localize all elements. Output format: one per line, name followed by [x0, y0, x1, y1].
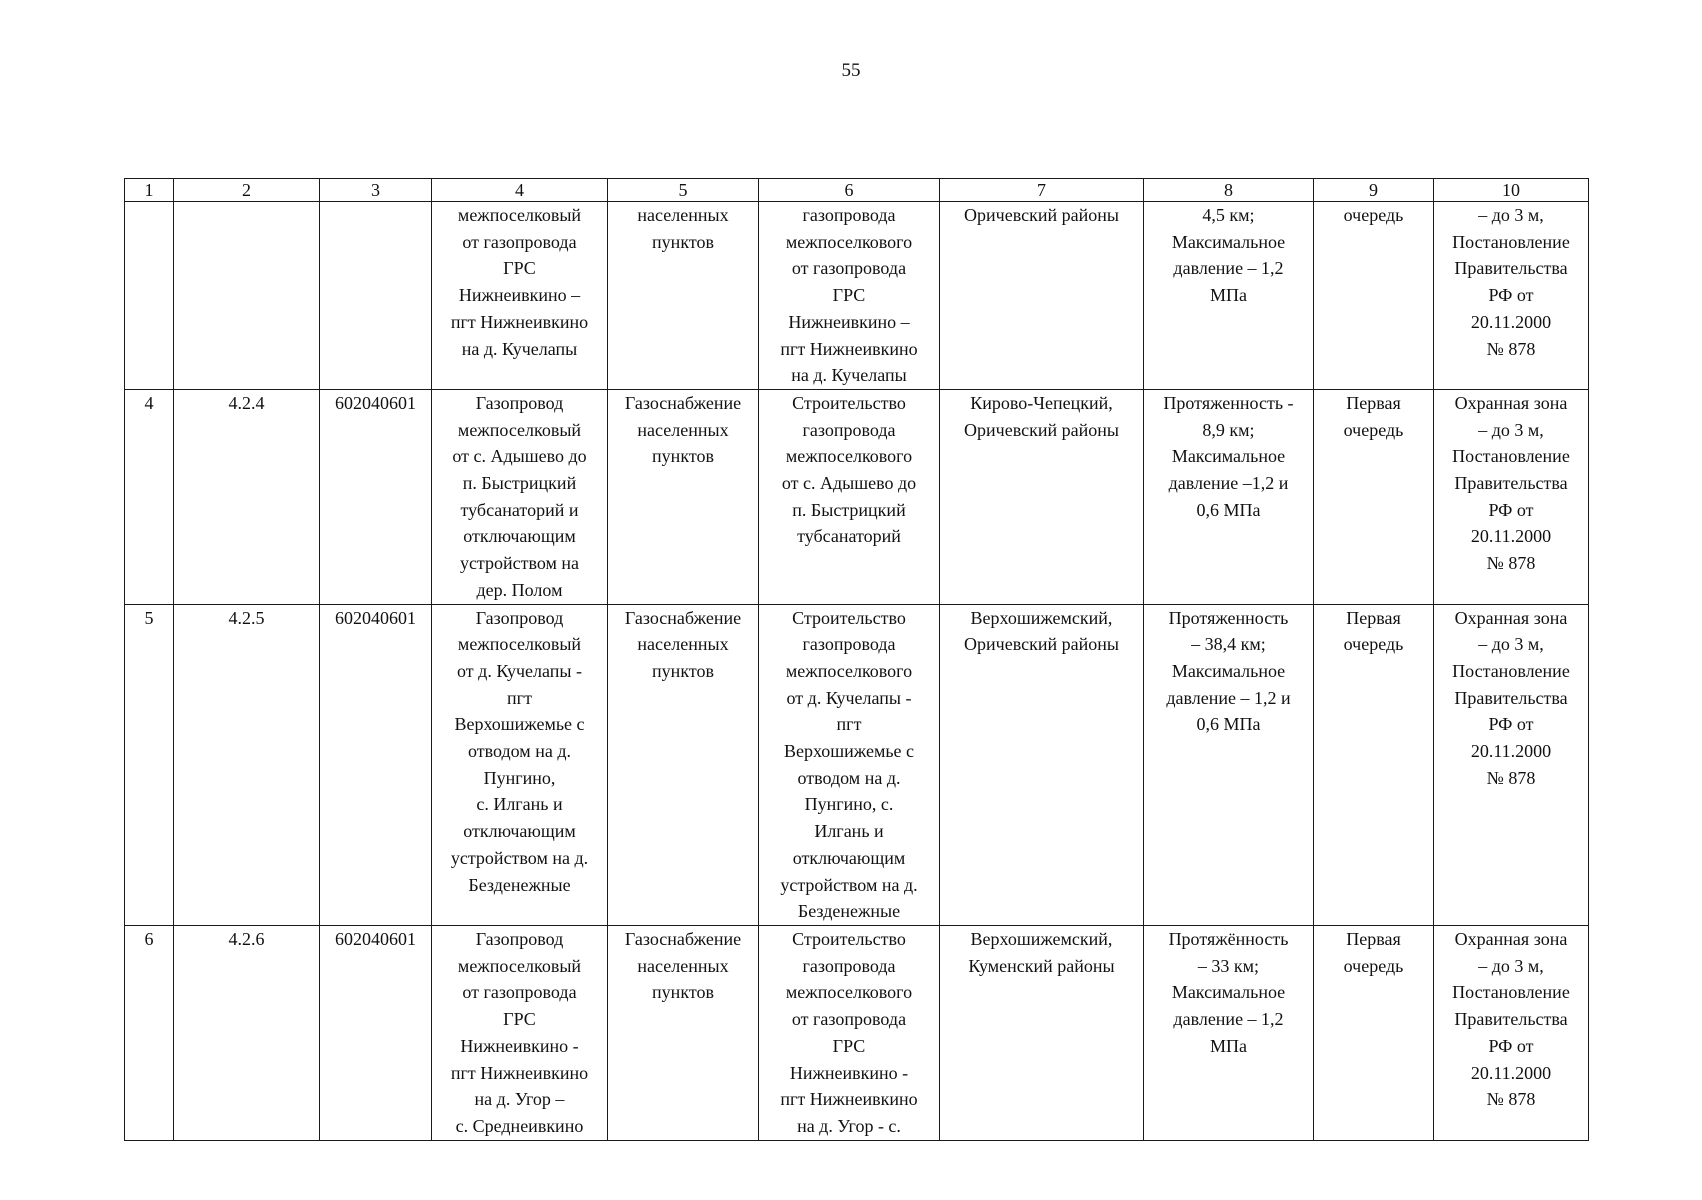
- column-header: 8: [1144, 179, 1314, 202]
- parameters-cell: Протяженность - 8,9 км; Максимальное давление –1,2 и 0,6 МПа: [1144, 389, 1314, 604]
- parameters-cell: Протяжённость – 33 км; Максимальное давление – 1,2 МПа: [1144, 925, 1314, 1140]
- code-cell: 4.2.4: [174, 389, 320, 604]
- stage-cell: Первая очередь: [1314, 389, 1434, 604]
- id-cell: 602040601: [320, 925, 432, 1140]
- table-row: [125, 925, 1589, 1140]
- object-name-cell: Газопровод межпоселковый от д. Кучелапы - пгт Верхошижемье с отводом на д. Пунгино, с. Илгань и отключающим устройством на д. Безденежные: [432, 604, 608, 925]
- object-name-cell: Газопровод межпоселковый от газопровода ГРС Нижнеивкино - пгт Нижнеивкино на д. Угор – с. Среднеивкино: [432, 925, 608, 1140]
- table-header-row: [125, 179, 1589, 202]
- row-number-cell: 4: [125, 389, 174, 604]
- code-cell: 4.2.5: [174, 604, 320, 925]
- table-row: [125, 389, 1589, 604]
- id-cell: 602040601: [320, 389, 432, 604]
- code-cell: [174, 202, 320, 390]
- column-header: 5: [608, 179, 759, 202]
- code-cell: 4.2.6: [174, 925, 320, 1140]
- data-table: [124, 178, 1589, 1141]
- parameters-cell: Протяженность – 38,4 км; Максимальное давление – 1,2 и 0,6 МПа: [1144, 604, 1314, 925]
- column-header: 2: [174, 179, 320, 202]
- district-cell: Верхошижемский, Оричевский районы: [940, 604, 1144, 925]
- district-cell: Оричевский районы: [940, 202, 1144, 390]
- work-cell: Строительство газопровода межпоселкового от д. Кучелапы - пгт Верхошижемье с отводом на д. Пунгино, с. Илгань и отключающим устройством на д. Безденежные: [759, 604, 940, 925]
- id-cell: [320, 202, 432, 390]
- purpose-cell: населенных пунктов: [608, 202, 759, 390]
- zone-cell: Охранная зона – до 3 м, Постановление Правительства РФ от 20.11.2000 № 878: [1434, 389, 1589, 604]
- column-header: 4: [432, 179, 608, 202]
- work-cell: Строительство газопровода межпоселкового от с. Адышево до п. Быстрицкий тубсанаторий: [759, 389, 940, 604]
- object-name-cell: межпоселковый от газопровода ГРС Нижнеивкино – пгт Нижнеивкино на д. Кучелапы: [432, 202, 608, 390]
- stage-cell: очередь: [1314, 202, 1434, 390]
- id-cell: 602040601: [320, 604, 432, 925]
- purpose-cell: Газоснабжение населенных пунктов: [608, 604, 759, 925]
- zone-cell: Охранная зона – до 3 м, Постановление Правительства РФ от 20.11.2000 № 878: [1434, 925, 1589, 1140]
- zone-cell: Охранная зона – до 3 м, Постановление Правительства РФ от 20.11.2000 № 878: [1434, 604, 1589, 925]
- stage-cell: Первая очередь: [1314, 925, 1434, 1140]
- table-row: [125, 604, 1589, 925]
- page-number: 55: [841, 60, 861, 81]
- column-header: 3: [320, 179, 432, 202]
- object-name-cell: Газопровод межпоселковый от с. Адышево до п. Быстрицкий тубсанаторий и отключающим устройством на дер. Полом: [432, 389, 608, 604]
- row-number-cell: 5: [125, 604, 174, 925]
- purpose-cell: Газоснабжение населенных пунктов: [608, 389, 759, 604]
- row-number-cell: 6: [125, 925, 174, 1140]
- column-header: 10: [1434, 179, 1589, 202]
- district-cell: Кирово-Чепецкий, Оричевский районы: [940, 389, 1144, 604]
- column-header: 1: [125, 179, 174, 202]
- work-cell: Строительство газопровода межпоселкового от газопровода ГРС Нижнеивкино - пгт Нижнеивкино на д. Угор - с.: [759, 925, 940, 1140]
- column-header: 7: [940, 179, 1144, 202]
- stage-cell: Первая очередь: [1314, 604, 1434, 925]
- purpose-cell: Газоснабжение населенных пунктов: [608, 925, 759, 1140]
- column-header: 9: [1314, 179, 1434, 202]
- table-row: [125, 202, 1589, 390]
- work-cell: газопровода межпоселкового от газопровода ГРС Нижнеивкино – пгт Нижнеивкино на д. Кучелапы: [759, 202, 940, 390]
- column-header: 6: [759, 179, 940, 202]
- zone-cell: – до 3 м, Постановление Правительства РФ от 20.11.2000 № 878: [1434, 202, 1589, 390]
- row-number-cell: [125, 202, 174, 390]
- parameters-cell: 4,5 км; Максимальное давление – 1,2 МПа: [1144, 202, 1314, 390]
- district-cell: Верхошижемский, Куменский районы: [940, 925, 1144, 1140]
